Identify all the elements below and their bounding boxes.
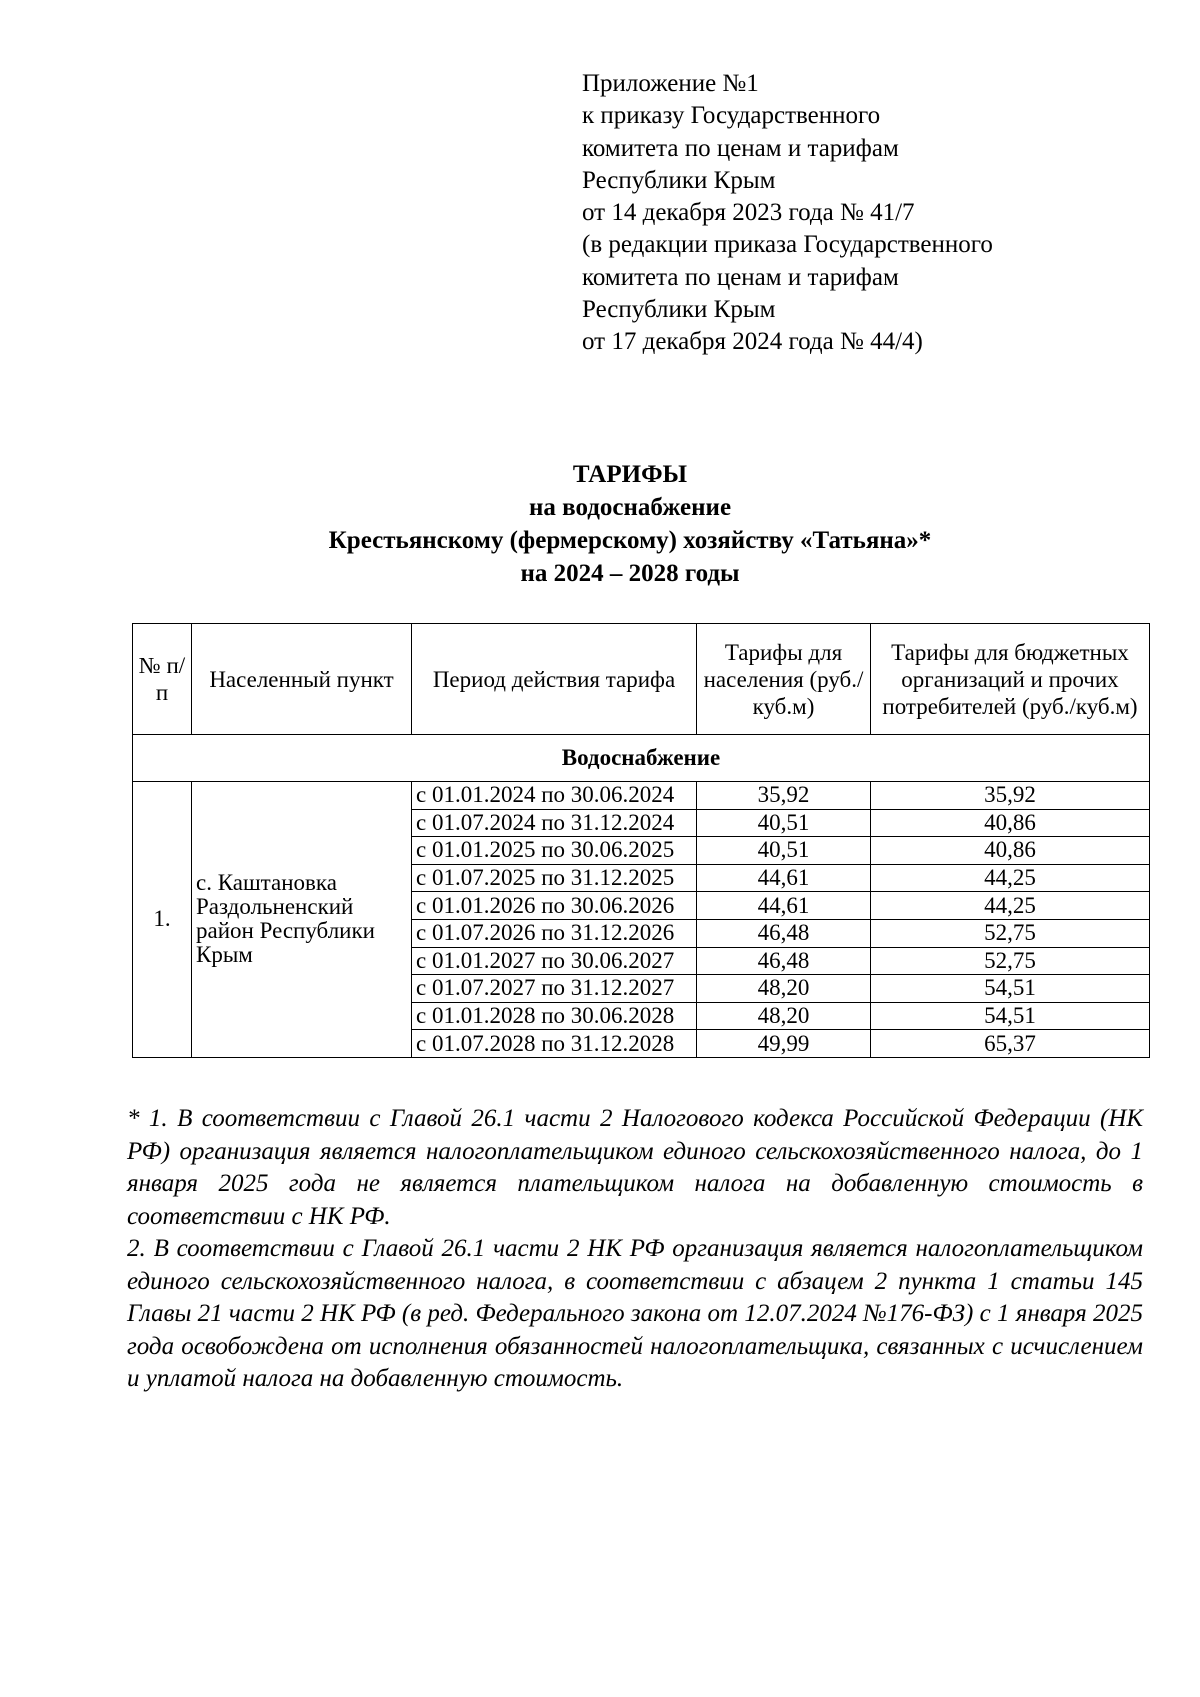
appendix-line: от 17 декабря 2024 года № 44/4) xyxy=(582,328,923,356)
appendix-line: Республики Крым xyxy=(582,296,776,324)
period-cell: с 01.01.2028 по 30.06.2028 xyxy=(412,1002,697,1030)
period-cell: с 01.01.2024 по 30.06.2024 xyxy=(412,782,697,810)
section-row xyxy=(133,735,1150,782)
appendix-block xyxy=(582,68,993,359)
footnote xyxy=(127,1103,1143,1396)
table-header-row xyxy=(133,624,1150,735)
population-tariff-cell: 40,51 xyxy=(697,809,871,837)
population-tariff-cell: 44,61 xyxy=(697,864,871,892)
period-cell: с 01.07.2027 по 31.12.2027 xyxy=(412,975,697,1003)
table-row xyxy=(133,782,1150,810)
period-cell: с 01.07.2026 по 31.12.2026 xyxy=(412,919,697,947)
period-cell: с 01.07.2024 по 31.12.2024 xyxy=(412,809,697,837)
population-tariff-cell: 46,48 xyxy=(697,919,871,947)
budget-tariff-cell: 54,51 xyxy=(871,1002,1150,1030)
title-line: на водоснабжение xyxy=(528,494,732,521)
appendix-line: (в редакции приказа Государственного xyxy=(582,231,993,259)
budget-tariff-cell: 40,86 xyxy=(871,809,1150,837)
budget-tariff-cell: 44,25 xyxy=(871,864,1150,892)
appendix-line: к приказу Государственного xyxy=(582,102,881,130)
appendix-line: Республики Крым xyxy=(582,166,776,194)
budget-tariff-cell: 52,75 xyxy=(871,947,1150,975)
header-population-tariff: Тарифы для населения (руб./куб.м) xyxy=(697,624,871,735)
budget-tariff-cell: 40,86 xyxy=(871,837,1150,865)
tariff-table xyxy=(132,623,1150,1058)
period-cell: с 01.01.2026 по 30.06.2026 xyxy=(412,892,697,920)
header-budget-tariff: Тарифы для бюджетных организаций и прочих потребителей (руб./куб.м) xyxy=(871,624,1150,735)
title-line: ТАРИФЫ xyxy=(572,461,688,488)
footnote-paragraph: * 1. В соответствии с Главой 26.1 части 2 Налогового кодекса Российской Федерации (НК РФ) организация является налогоплательщиком единого сельскохозяйственного налога, до 1 января 2025 года не является плательщиком налога на добавленную стоимость в соответствии с НК РФ. xyxy=(127,1105,1143,1230)
header-period: Период действия тарифа xyxy=(412,624,697,735)
title-line: Крестьянскому (фермерскому) хозяйству «Татьяна»* xyxy=(328,527,932,554)
row-number: 1. xyxy=(133,782,192,1058)
appendix-line: Приложение №1 xyxy=(582,70,759,97)
population-tariff-cell: 49,99 xyxy=(697,1030,871,1058)
locality-cell: с. Каштановка Раздольненский район Республики Крым xyxy=(192,782,412,1058)
period-cell: с 01.07.2028 по 31.12.2028 xyxy=(412,1030,697,1058)
appendix-line: от 14 декабря 2023 года № 41/7 xyxy=(582,199,915,227)
header-locality: Населенный пункт xyxy=(192,624,412,735)
page-title xyxy=(130,458,1130,590)
budget-tariff-cell: 52,75 xyxy=(871,919,1150,947)
population-tariff-cell: 48,20 xyxy=(697,1002,871,1030)
population-tariff-cell: 40,51 xyxy=(697,837,871,865)
budget-tariff-cell: 65,37 xyxy=(871,1030,1150,1058)
budget-tariff-cell: 35,92 xyxy=(871,782,1150,810)
footnote-paragraph: 2. В соответствии с Главой 26.1 части 2 НК РФ организация является налогоплательщиком единого сельскохозяйственного налога, в соответствии с абзацем 2 пункта 1 статьи 145 Главы 21 части 2 НК РФ (в ред. Федерального закона от 12.07.2024 №176-ФЗ) с 1 января 2025 года освобождена от исполнения обязанностей налогоплательщика, связанных с исчислением и уплатой налога на добавленную стоимость. xyxy=(127,1235,1143,1392)
period-cell: с 01.01.2027 по 30.06.2027 xyxy=(412,947,697,975)
title-line: на 2024 – 2028 годы xyxy=(520,560,740,587)
budget-tariff-cell: 54,51 xyxy=(871,975,1150,1003)
period-cell: с 01.07.2025 по 31.12.2025 xyxy=(412,864,697,892)
period-cell: с 01.01.2025 по 30.06.2025 xyxy=(412,837,697,865)
header-num: № п/п xyxy=(133,624,192,735)
population-tariff-cell: 48,20 xyxy=(697,975,871,1003)
budget-tariff-cell: 44,25 xyxy=(871,892,1150,920)
population-tariff-cell: 35,92 xyxy=(697,782,871,810)
appendix-line: комитета по ценам и тарифам xyxy=(582,134,899,162)
section-title: Водоснабжение xyxy=(133,735,1150,782)
population-tariff-cell: 44,61 xyxy=(697,892,871,920)
population-tariff-cell: 46,48 xyxy=(697,947,871,975)
appendix-line: комитета по ценам и тарифам xyxy=(582,263,899,291)
